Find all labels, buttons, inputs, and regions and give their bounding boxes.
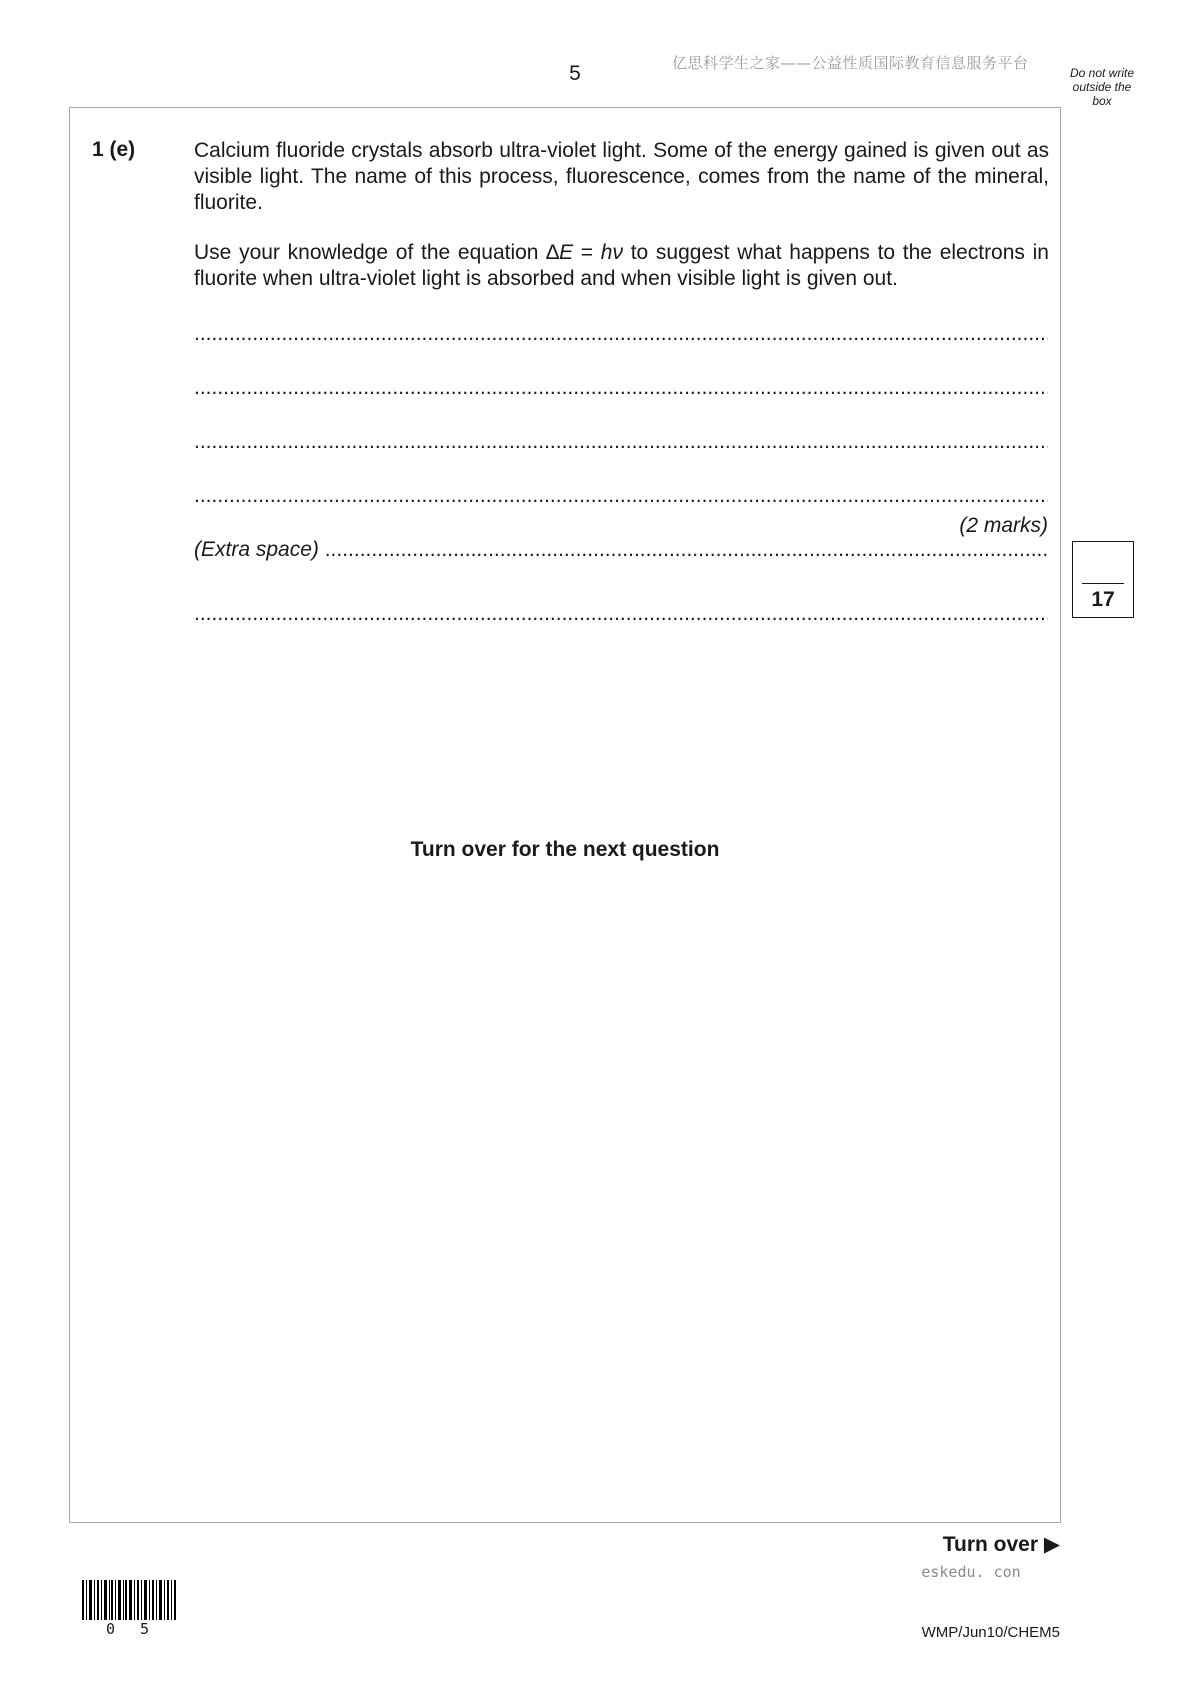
extra-space-label: (Extra space) [194, 538, 319, 561]
score-total: 17 [1091, 588, 1115, 611]
question-prompt-paragraph [194, 240, 1049, 292]
footer-watermark: eskedu. con [921, 1563, 1021, 1581]
equation-energy-symbol: E [559, 241, 574, 264]
answer-line-3[interactable] [194, 430, 1048, 454]
barcode-digits: 0 5 [106, 1620, 158, 1638]
answer-line-1[interactable] [194, 322, 1048, 346]
page-number: 5 [569, 62, 581, 85]
equation-planck-symbol: h [600, 241, 613, 264]
question-intro-paragraph: Calcium fluoride crystals absorb ultra-violet light. Some of the energy gained is given out as visible light. The name of this process, fluorescence, comes from the name of the mineral, fluorite. [194, 139, 1049, 214]
barcode-image [82, 1580, 176, 1620]
extra-space-line[interactable] [194, 538, 1048, 562]
equation-frequency-symbol: ν [612, 241, 623, 264]
question-number: 1 (e) [92, 138, 136, 161]
answer-line-4[interactable] [194, 484, 1048, 508]
turn-over-label: Turn over ▶ [942, 1533, 1060, 1556]
margin-note: Do not write outside the box [1069, 66, 1135, 108]
answer-box [69, 107, 1061, 1523]
turn-over-next-question: Turn over for the next question [410, 838, 720, 861]
header-watermark: 亿思科学生之家——公益性质国际教育信息服务平台 [672, 54, 1029, 72]
prompt-text-after: to suggest what happens to the electrons in fluorite when ultra-violet light is absorbed and when visible light is given out. [194, 241, 1049, 290]
marks-label: (2 marks) [959, 514, 1048, 537]
answer-line-2[interactable] [194, 376, 1048, 400]
equation-equals: = [573, 241, 601, 264]
equation-delta-symbol: ∆ [546, 241, 560, 264]
score-divider [1082, 583, 1124, 584]
prompt-text-before: Use your knowledge of the equation [194, 241, 547, 264]
extra-answer-line[interactable] [194, 602, 1048, 626]
document-code: WMP/Jun10/CHEM5 [921, 1624, 1060, 1641]
